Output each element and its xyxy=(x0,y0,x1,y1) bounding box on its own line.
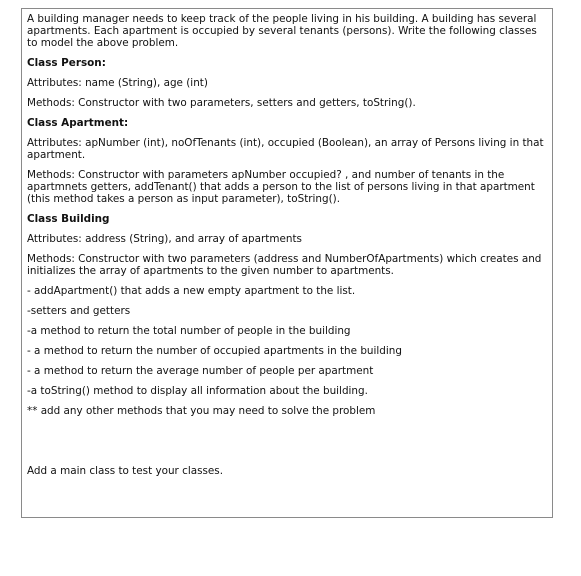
apartment-attributes: Attributes: apNumber (int), noOfTenants (int), occupied (Boolean), an array of Persons living in that apartment. xyxy=(27,137,544,161)
add-apartment-item: - addApartment() that adds a new empty apartment to the list. xyxy=(27,285,356,297)
average-people-item: - a method to return the average number of people per apartment xyxy=(27,365,374,377)
person-class-heading: Class Person: xyxy=(27,57,106,69)
main-class-instruction: Add a main class to test your classes. xyxy=(27,465,224,477)
apartment-methods: Methods: Constructor with parameters apNumber occupied? , and number of tenants in the apartmnets getters, addTenant() that adds a person to the list of persons living in that apartment (this method takes a person as input parameter), toString(). xyxy=(27,169,535,205)
apartment-class-heading: Class Apartment: xyxy=(27,117,129,129)
setters-getters-item: -setters and getters xyxy=(27,305,131,317)
building-attributes: Attributes: address (String), and array of apartments xyxy=(27,233,302,245)
document-box xyxy=(21,8,553,518)
occupied-apartments-item: - a method to return the number of occupied apartments in the building xyxy=(27,345,402,357)
intro-paragraph: A building manager needs to keep track of the people living in his building. A building has several apartments. Each apartment is occupied by several tenants (persons). Write the following classes to model the above problem. xyxy=(27,13,537,49)
blank-space xyxy=(27,425,547,465)
tostring-item: -a toString() method to display all information about the building. xyxy=(27,385,368,397)
total-people-item: -a method to return the total number of people in the building xyxy=(27,325,351,337)
other-methods-note: ** add any other methods that you may need to solve the problem xyxy=(27,405,376,417)
person-methods: Methods: Constructor with two parameters, setters and getters, toString(). xyxy=(27,97,416,109)
building-methods: Methods: Constructor with two parameters (address and NumberOfApartments) which creates and initializes the array of apartments to the given number to apartments. xyxy=(27,253,542,277)
person-attributes: Attributes: name (String), age (int) xyxy=(27,77,208,89)
building-class-heading: Class Building xyxy=(27,213,110,225)
